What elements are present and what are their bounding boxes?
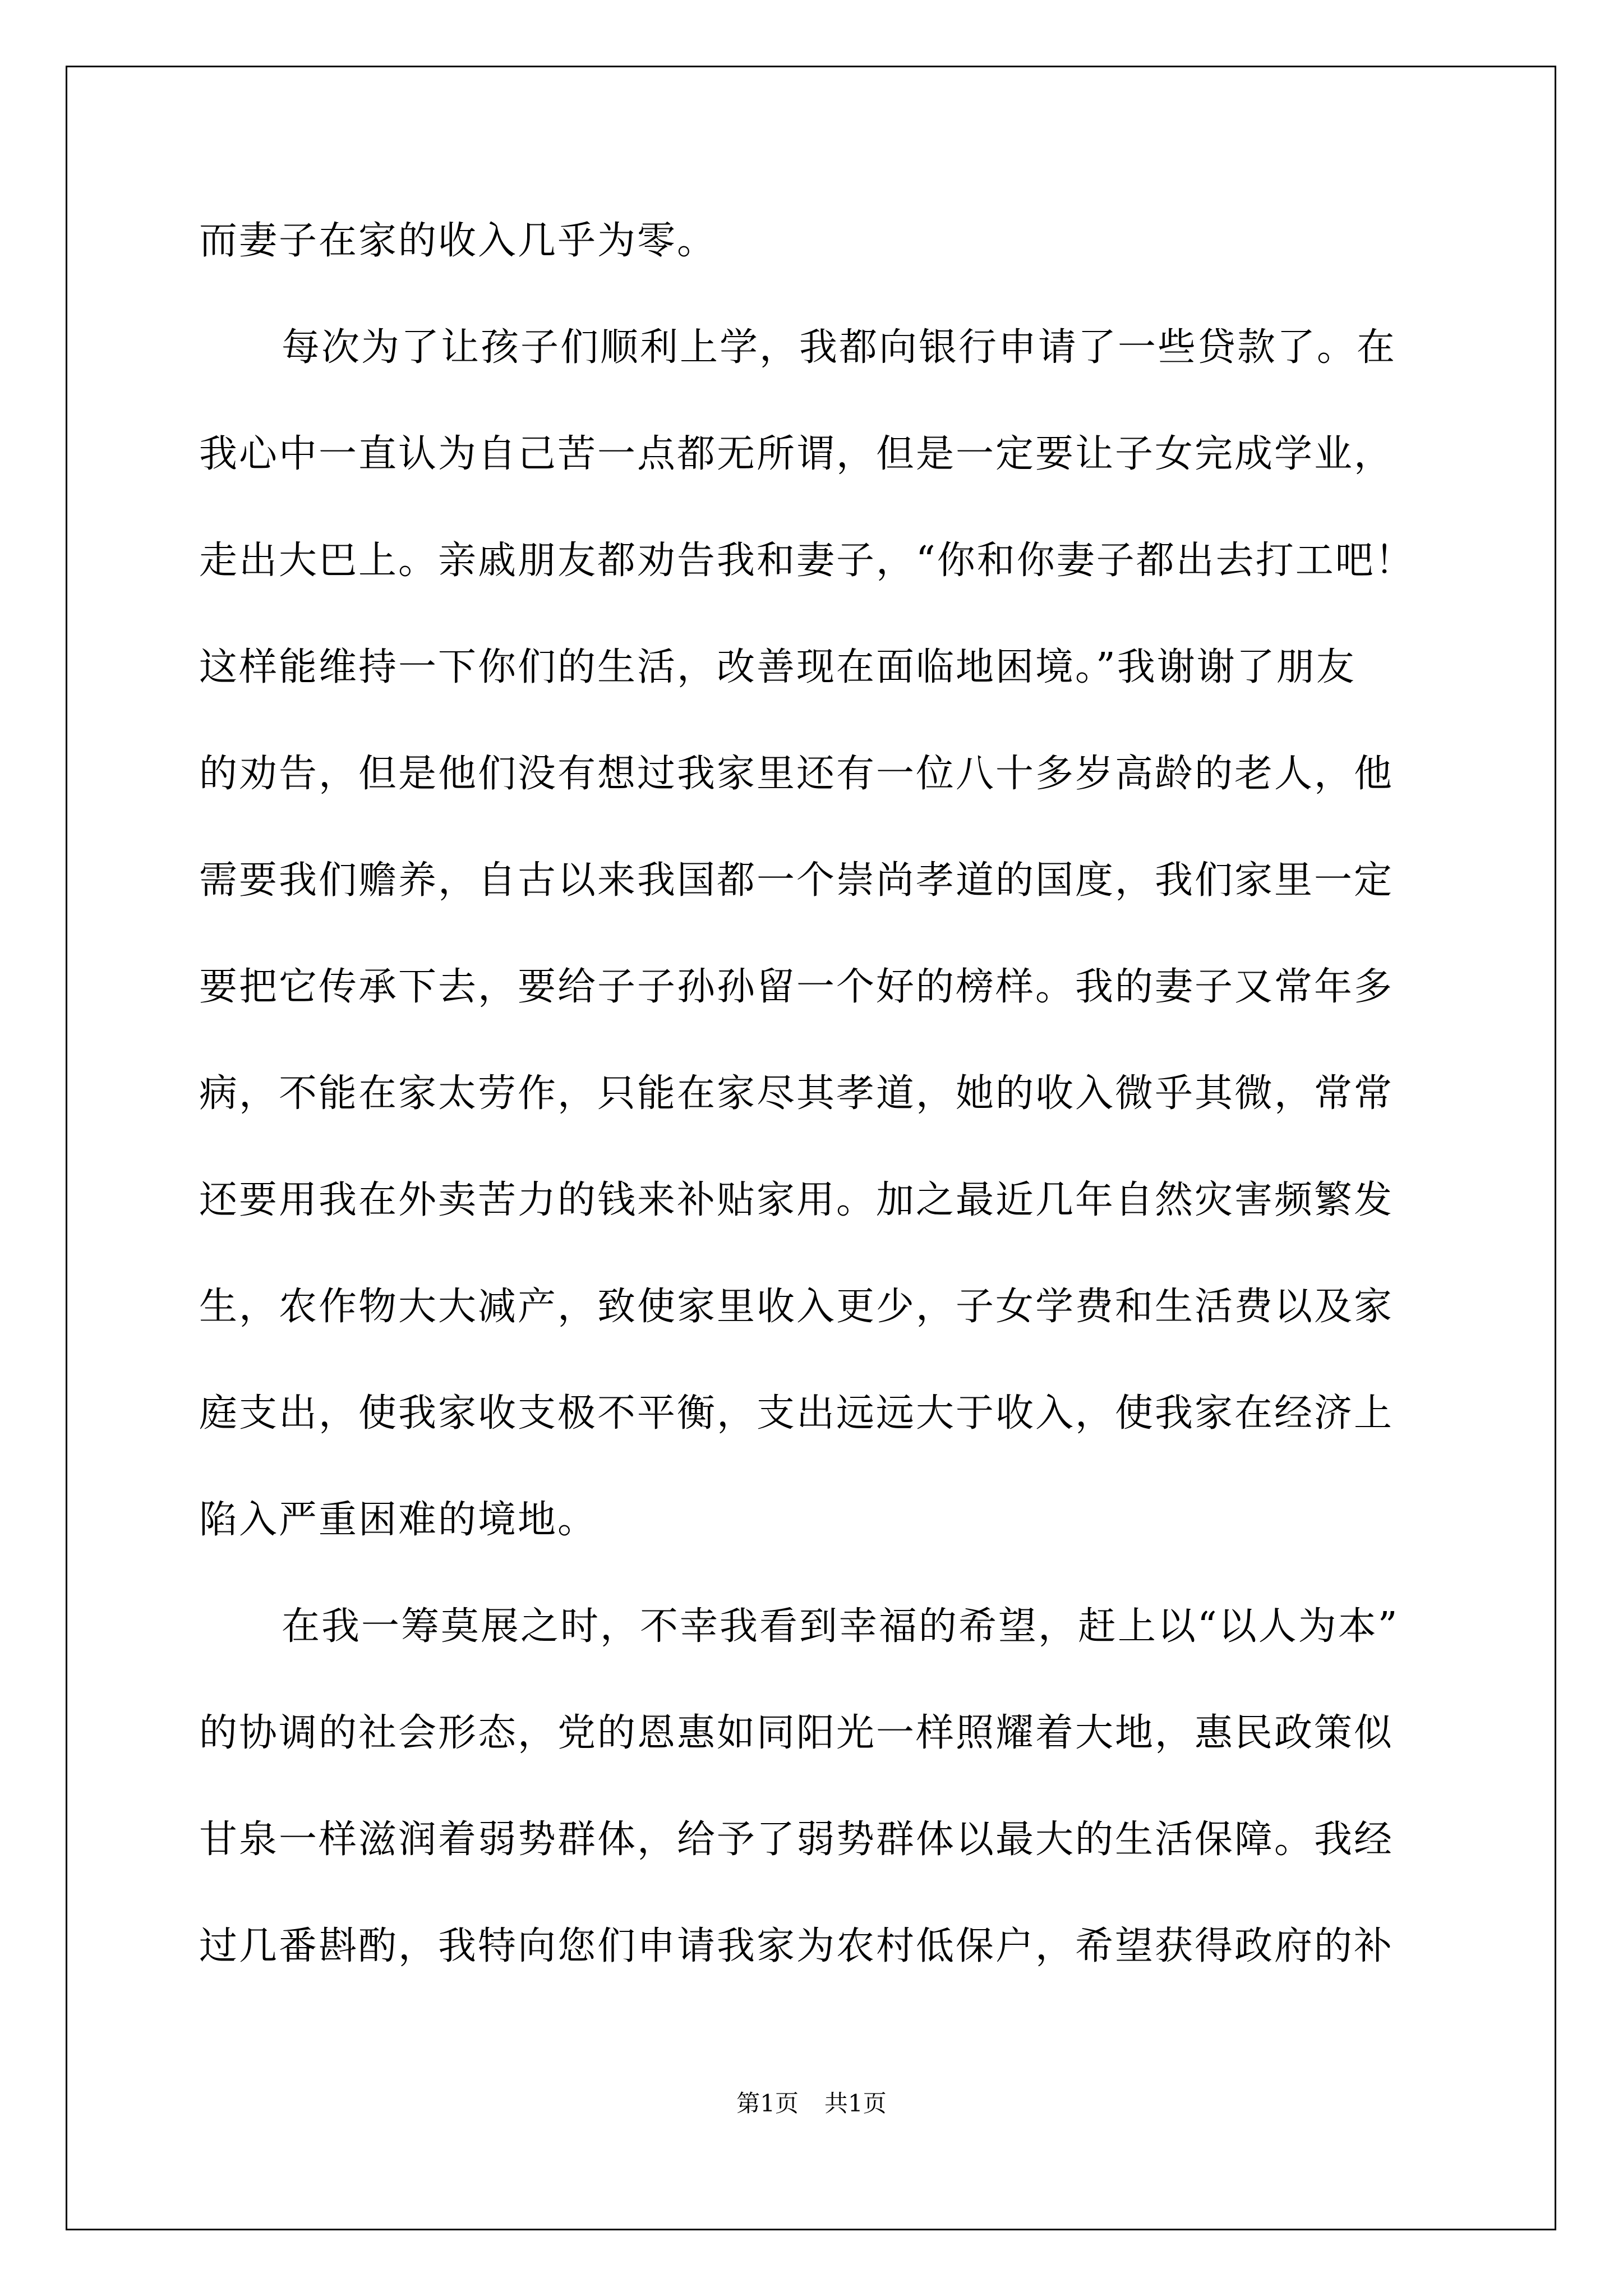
document-body: [199, 213, 1438, 2025]
text-line: 每次为了让孩子们顺利上学，我都向银行申请了一些贷款了。在: [282, 325, 1397, 370]
page-number-total: 共1页: [824, 2090, 887, 2117]
text-line: 的劝告，但是他们没有想过我家里还有一位八十多岁高龄的老人，他: [199, 752, 1394, 796]
text-line: 走出大巴上。亲戚朋友都劝告我和妻子，“你和你妻子都出去打工吧！: [199, 539, 1415, 583]
text-line: 还要用我在外卖苦力的钱来补贴家用。加之最近几年自然灾害频繁发: [199, 1178, 1394, 1222]
text-line: 甘泉一样滋润着弱势群体，给予了弱势群体以最大的生活保障。我经: [199, 1818, 1394, 1862]
text-line: 庭支出，使我家收支极不平衡，支出远远大于收入，使我家在经济上: [199, 1391, 1394, 1435]
text-line: 在我一筹莫展之时，不幸我看到幸福的希望，赶上以“以人为本”: [282, 1604, 1399, 1649]
text-line: 需要我们赡养，自古以来我国都一个崇尚孝道的国度，我们家里一定: [199, 858, 1394, 903]
page-number-current: 第1页: [736, 2090, 799, 2117]
text-line: 的协调的社会形态，党的恩惠如同阳光一样照耀着大地，惠民政策似: [199, 1711, 1394, 1755]
text-line: 这样能维持一下你们的生活，改善现在面临地困境。”我谢谢了朋友: [199, 645, 1356, 689]
text-line: 陷入严重困难的境地。: [199, 1498, 598, 1542]
text-line: 病，不能在家太劳作，只能在家尽其孝道，她的收入微乎其微，常常: [199, 1071, 1394, 1116]
text-line: 要把它传承下去，要给子子孙孙留一个好的榜样。我的妻子又常年多: [199, 965, 1394, 1009]
text-line: 我心中一直认为自己苦一点都无所谓，但是一定要让子女完成学业，: [199, 432, 1394, 476]
text-line: 生，农作物大大减产，致使家里收入更少，子女学费和生活费以及家: [199, 1285, 1394, 1329]
text-line: 过几番斟酌，我特向您们申请我家为农村低保户，希望获得政府的补: [199, 1924, 1394, 1968]
page-footer: [0, 2087, 1623, 2120]
text-line: 而妻子在家的收入几乎为零。: [199, 219, 717, 263]
